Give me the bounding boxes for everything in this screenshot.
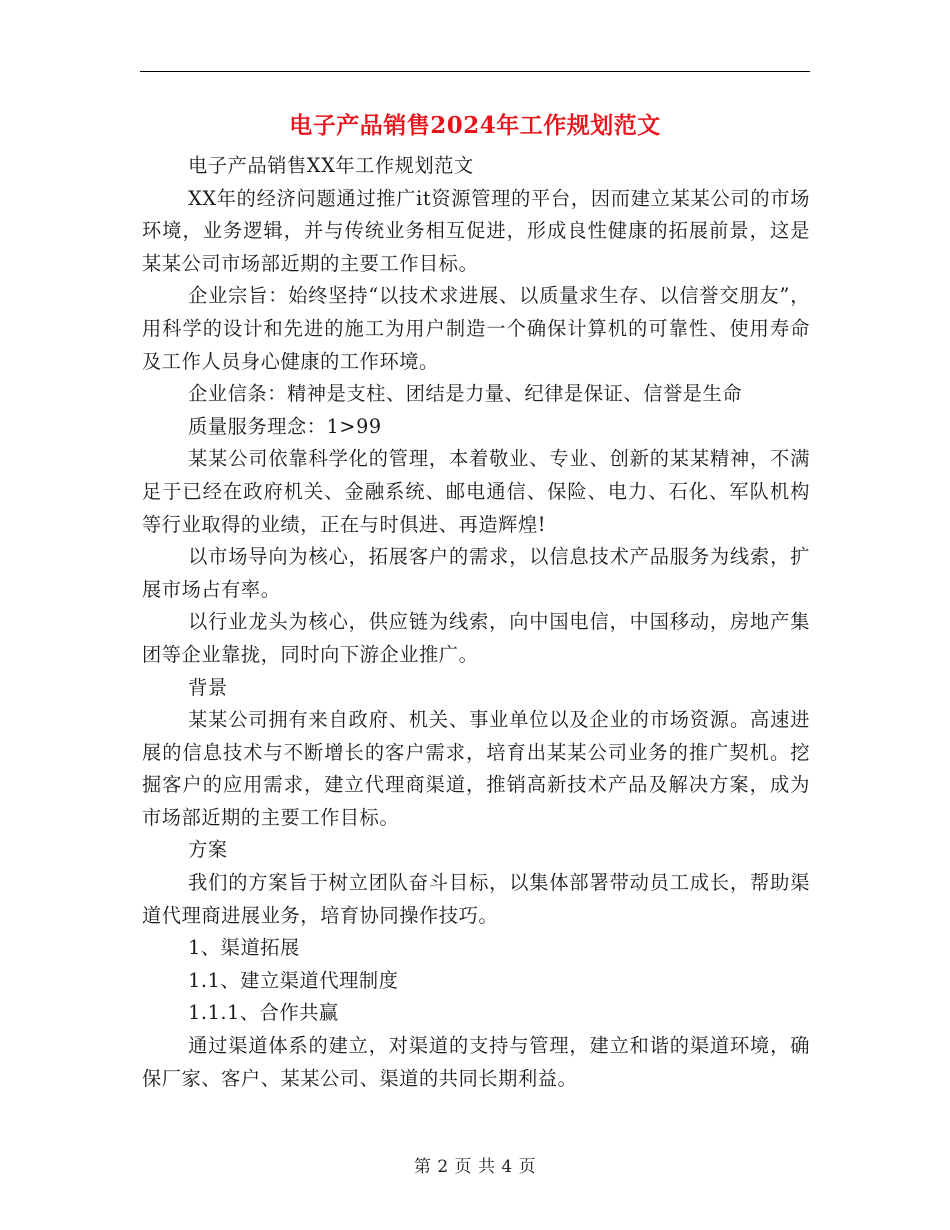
heading-agency-system: 1.1、建立渠道代理制度	[188, 968, 399, 992]
page-number-footer: 第 2 页 共 4 页	[413, 1157, 537, 1177]
paragraph-purpose: 企业宗旨：始终坚持“以技术求进展、以质量求生存、以信誉交朋友”，用科学的设计和先进的施工为用户制造一个确保计算机的可靠性、使用寿命及工作人员身心健康的工作环境。	[142, 284, 810, 373]
paragraph-creed: 企业信条：精神是支柱、团结是力量、纪律是保证、信誉是生命	[188, 382, 743, 406]
heading-channel-expansion: 1、渠道拓展	[188, 936, 300, 960]
paragraph-management: 某某公司依靠科学化的管理，本着敬业、专业、创新的某某精神，不满足于已经在政府机关、金融系统、邮电通信、保险、电力、石化、军队机构等行业取得的业绩，正在与时俱进、再造辉煌!	[142, 447, 810, 536]
paragraph-subtitle: 电子产品销售XX年工作规划范文	[188, 154, 474, 177]
section-heading-plan: 方案	[188, 838, 228, 862]
document-body	[142, 150, 810, 1095]
paragraph-background: 某某公司拥有来自政府、机关、事业单位以及企业的市场资源。高速进展的信息技术与不断增长的客户需求，培育出某某公司业务的推广契机。挖掘客户的应用需求，建立代理商渠道，推销高新技术产品及解决方案，成为市场部近期的主要工作目标。	[142, 708, 810, 829]
paragraph-market-orientation: 以市场导向为核心，拓展客户的需求，以信息技术产品服务为线索，扩展市场占有率。	[142, 545, 810, 601]
paragraph-intro: XX年的经济问题通过推广it资源管理的平台，因而建立某某公司的市场环境，业务逻辑，并与传统业务相互促进，形成良性健康的拓展前景，这是某某公司市场部近期的主要工作目标。	[142, 186, 810, 275]
heading-win-win: 1.1.1、合作共赢	[188, 1001, 339, 1025]
header-rule	[140, 71, 810, 72]
section-heading-background: 背景	[188, 675, 228, 699]
paragraph-industry-leader: 以行业龙头为核心，供应链为线索，向中国电信，中国移动，房地产集团等企业靠拢，同时向下游企业推广。	[142, 610, 810, 666]
paragraph-channel-system: 通过渠道体系的建立，对渠道的支持与管理，建立和谐的渠道环境，确保厂家、客户、某某公司、渠道的共同长期利益。	[142, 1034, 810, 1090]
paragraph-quality-concept: 质量服务理念：1>99	[188, 414, 382, 438]
paragraph-plan: 我们的方案旨于树立团队奋斗目标，以集体部署带动员工成长，帮助渠道代理商进展业务，培育协同操作技巧。	[142, 871, 810, 927]
document-title: 电子产品销售2024年工作规划范文	[289, 112, 661, 139]
